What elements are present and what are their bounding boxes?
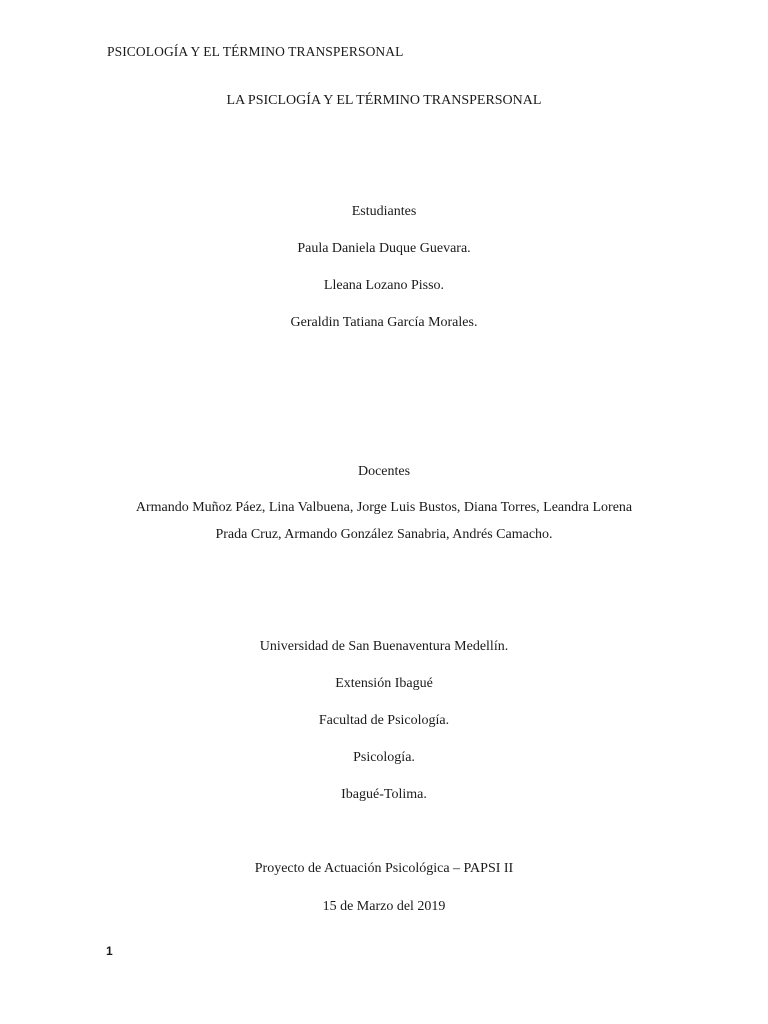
teachers-heading: Docentes [357, 464, 411, 479]
students-heading: Estudiantes [351, 204, 417, 219]
page-number: 1 [106, 944, 113, 958]
teachers-line-1: Armando Muñoz Páez, Lina Valbuena, Jorge Luis Bustos, Diana Torres, Leandra Lorena [135, 500, 633, 515]
city-name: Ibagué-Tolima. [341, 787, 427, 802]
program-name: Psicología. [353, 750, 415, 765]
faculty-name: Facultad de Psicología. [318, 713, 450, 728]
project-name: Proyecto de Actuación Psicológica – PAPSI II [254, 861, 514, 876]
document-title: LA PSICLOGÍA Y EL TÉRMINO TRANSPERSONAL [226, 93, 542, 108]
document-date: 15 de Marzo del 2019 [322, 899, 446, 914]
campus-extension: Extensión Ibagué [335, 676, 433, 691]
student-name: Paula Daniela Duque Guevara. [297, 241, 471, 256]
student-name: Geraldin Tatiana García Morales. [290, 315, 478, 330]
teachers-line-2: Prada Cruz, Armando González Sanabria, Andrés Camacho. [215, 527, 553, 542]
student-name: Lleana Lozano Pisso. [323, 278, 445, 293]
running-head: PSICOLOGÍA Y EL TÉRMINO TRANSPERSONAL [107, 44, 404, 59]
university-name: Universidad de San Buenaventura Medellín. [259, 639, 509, 654]
